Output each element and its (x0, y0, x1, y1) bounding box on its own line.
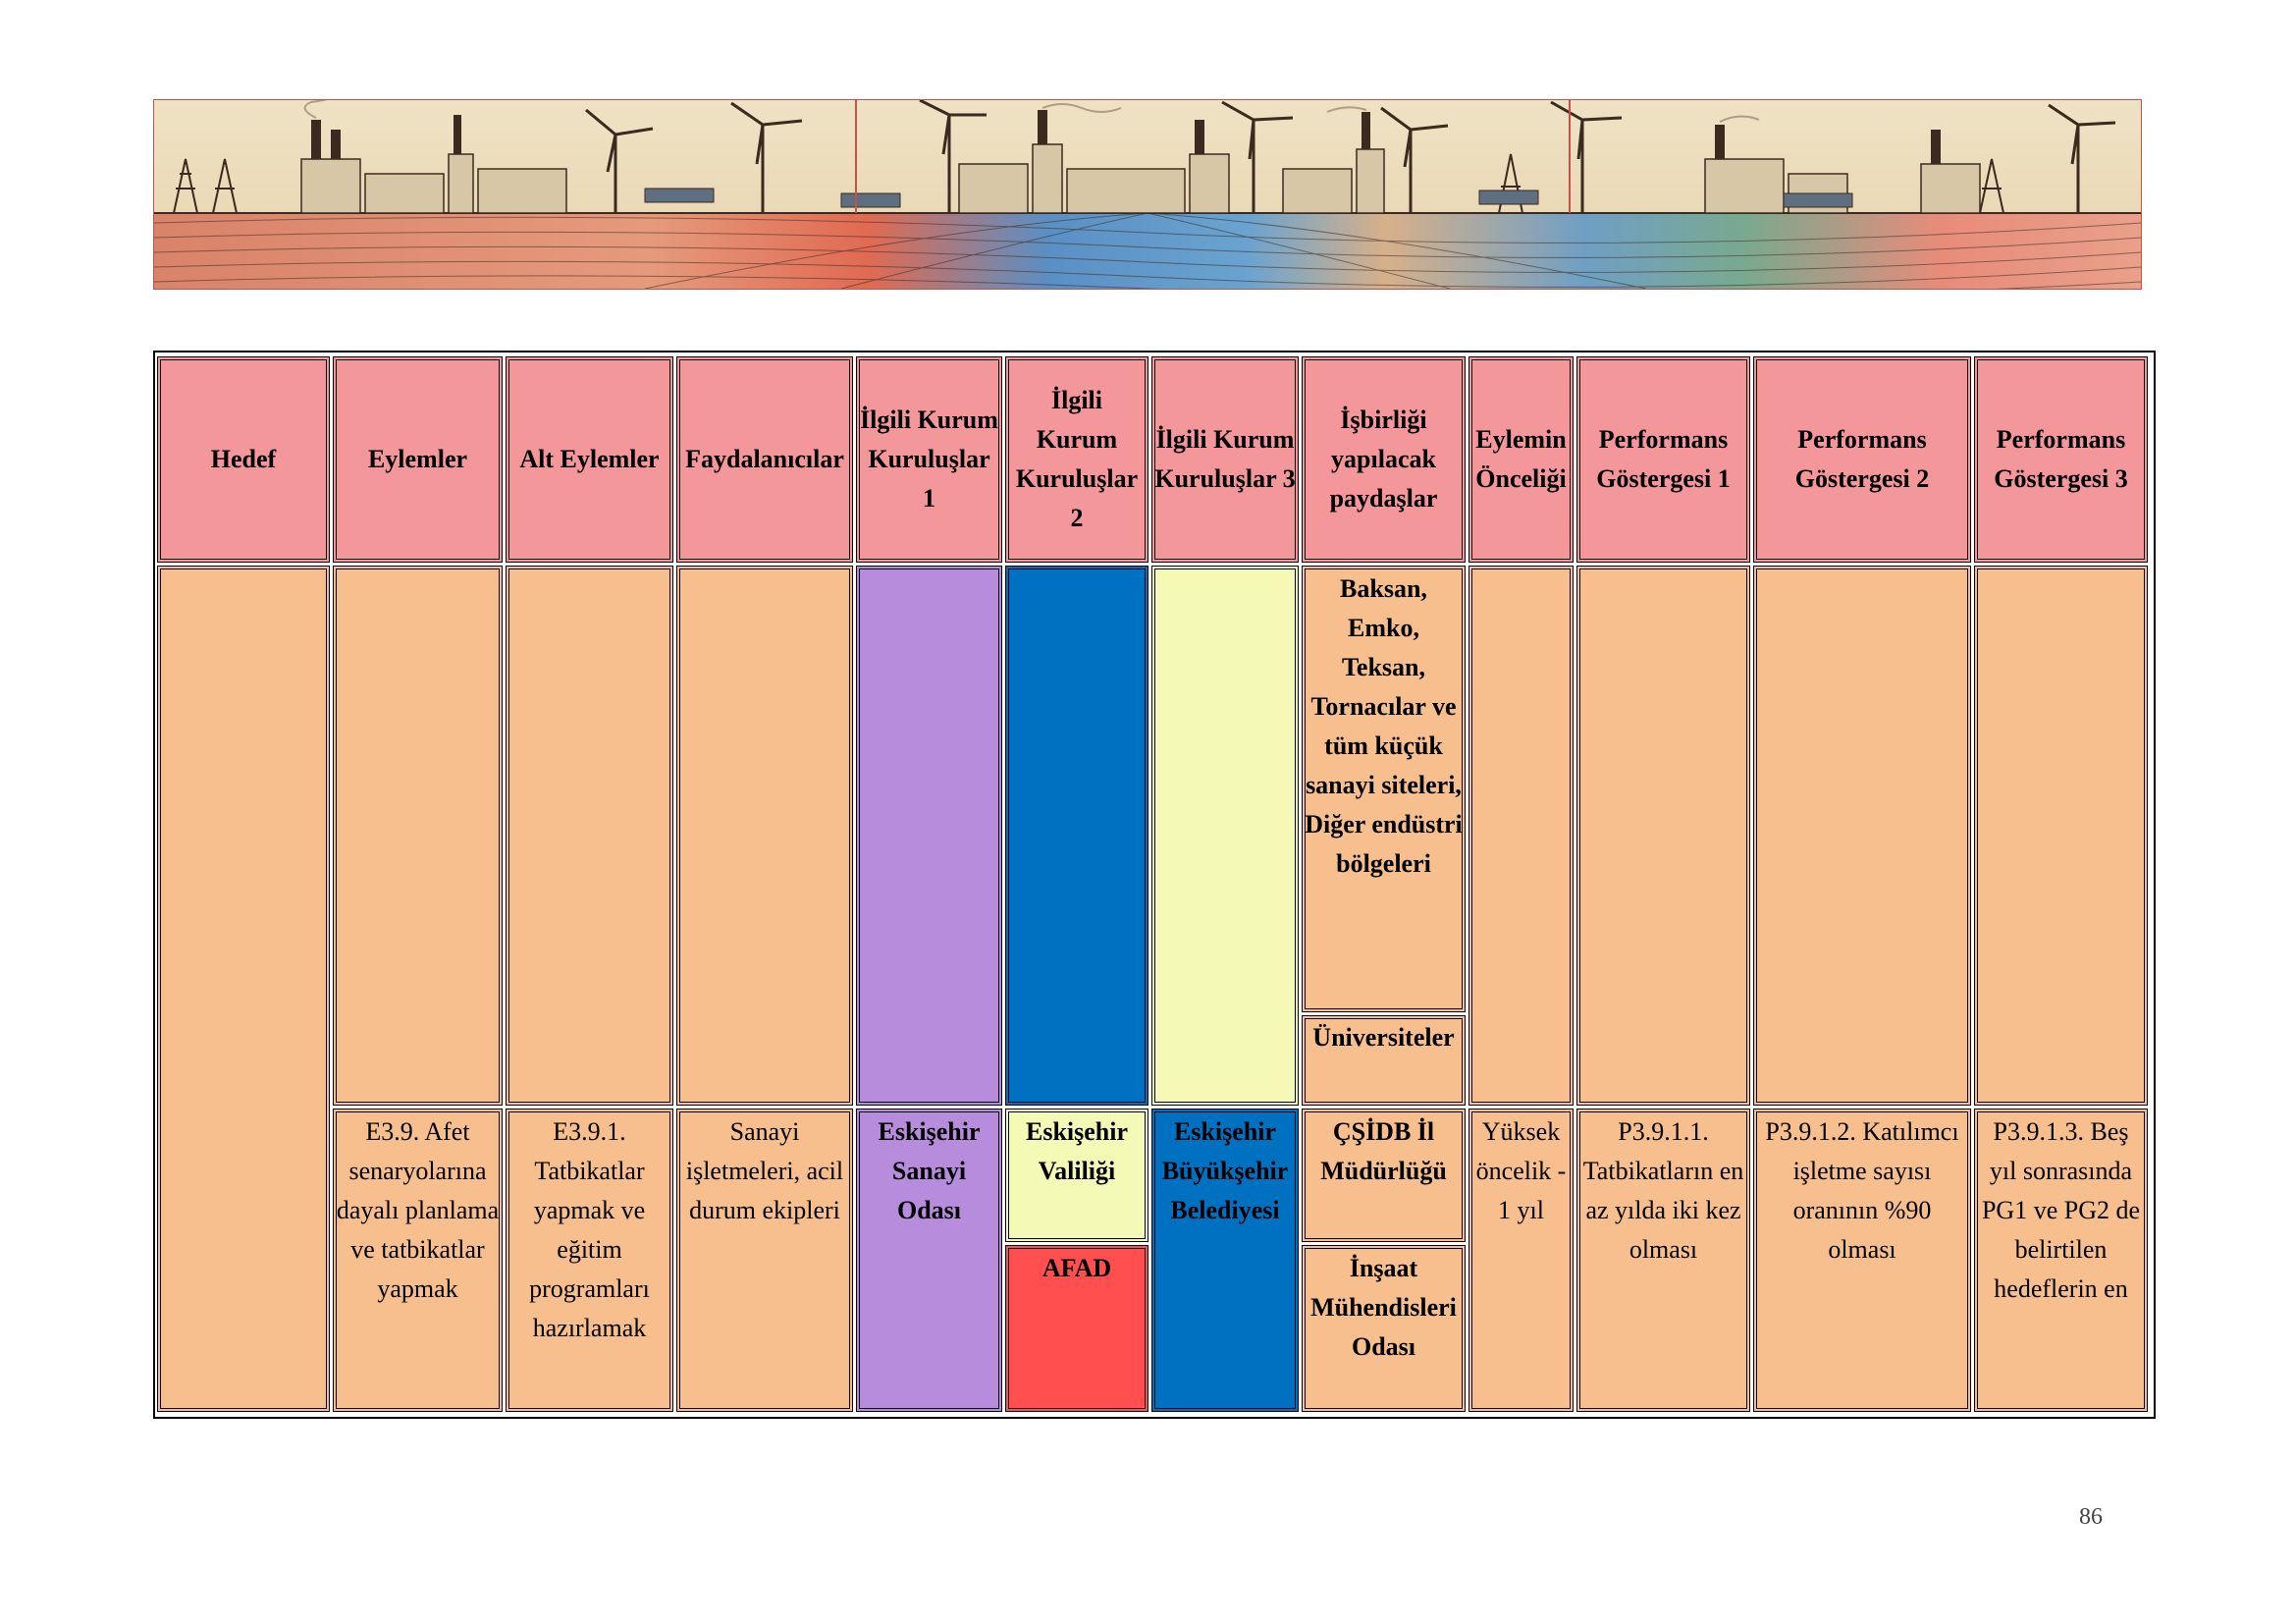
row2-faydalanicilar: Sanayi işletmeleri, acil durum ekipleri (676, 1109, 853, 1412)
row1-kurum-2 (1005, 566, 1148, 1106)
banner-illustration (153, 99, 2142, 290)
row1-oncelik (1468, 566, 1574, 1106)
header-faydalanicilar: Faydalanıcılar (676, 356, 853, 563)
row2-pg3: P3.9.1.3. Beş yıl sonrasında PG1 ve PG2 de belirtilen hedeflerin en (1974, 1109, 2148, 1412)
row1-pg3 (1974, 566, 2148, 1106)
header-performans-1: Performans Göstergesi 1 (1576, 356, 1750, 563)
row2-alt-eylem: E3.9.1. Tatbikatlar yapmak ve eğitim programları hazırlamak (506, 1109, 673, 1412)
header-hedef: Hedef (157, 356, 330, 563)
row1-eylem (333, 566, 503, 1106)
row1-pg1 (1576, 566, 1750, 1106)
action-plan-table (153, 351, 2156, 1419)
row2-eylem: E3.9. Afet senaryolarına dayalı planlama ve tatbikatlar yapmak (333, 1109, 503, 1412)
row2-pg1: P3.9.1.1. Tatbikatların en az yılda iki kez olması (1576, 1109, 1750, 1412)
header-eylemler: Eylemler (333, 356, 503, 563)
header-alt-eylemler: Alt Eylemler (506, 356, 673, 563)
row1-paydaslar-universiteler: Üniversiteler (1302, 1015, 1466, 1106)
hedef-cell (157, 566, 330, 1412)
header-kurum-1: İlgili Kurum Kuruluşlar 1 (856, 356, 1002, 563)
header-isbirligi-paydaslar: İşbirliği yapılacak paydaşlar (1302, 356, 1466, 563)
row2-paydas-csidb: ÇŞİDB İl Müdürlüğü (1302, 1109, 1466, 1242)
row2-oncelik: Yüksek öncelik - 1 yıl (1468, 1109, 1574, 1412)
row2-kurum-3: Eskişehir Büyükşehir Belediyesi (1151, 1109, 1299, 1412)
header-eylem-onceligi: Eylemin Önceliği (1468, 356, 1574, 563)
row2-pg2: P3.9.1.2. Katılımcı işletme sayısı oranının %90 olması (1753, 1109, 1971, 1412)
row2-paydas-insaat: İnşaat Mühendisleri Odası (1302, 1245, 1466, 1412)
header-kurum-3: İlgili Kurum Kuruluşlar 3 (1151, 356, 1299, 563)
row1-alt-eylem (506, 566, 673, 1106)
row1-kurum-1 (856, 566, 1002, 1106)
row1-pg2 (1753, 566, 1971, 1106)
row2-kurum-1: Eskişehir Sanayi Odası (856, 1109, 1002, 1412)
row1-kurum-3 (1151, 566, 1299, 1106)
page-number: 86 (2079, 1504, 2103, 1530)
row1-paydaslar-industry: Baksan, Emko, Teksan, Tornacılar ve tüm küçük sanayi siteleri, Diğer endüstri bölgeleri (1302, 566, 1466, 1012)
row2-kurum-2-afad: AFAD (1005, 1245, 1148, 1412)
row1-faydalanicilar (676, 566, 853, 1106)
header-performans-2: Performans Göstergesi 2 (1753, 356, 1971, 563)
row2-kurum-2-valilik: Eskişehir Valiliği (1005, 1109, 1148, 1242)
header-kurum-2: İlgili Kurum Kuruluşlar 2 (1005, 356, 1148, 563)
header-performans-3: Performans Göstergesi 3 (1974, 356, 2148, 563)
